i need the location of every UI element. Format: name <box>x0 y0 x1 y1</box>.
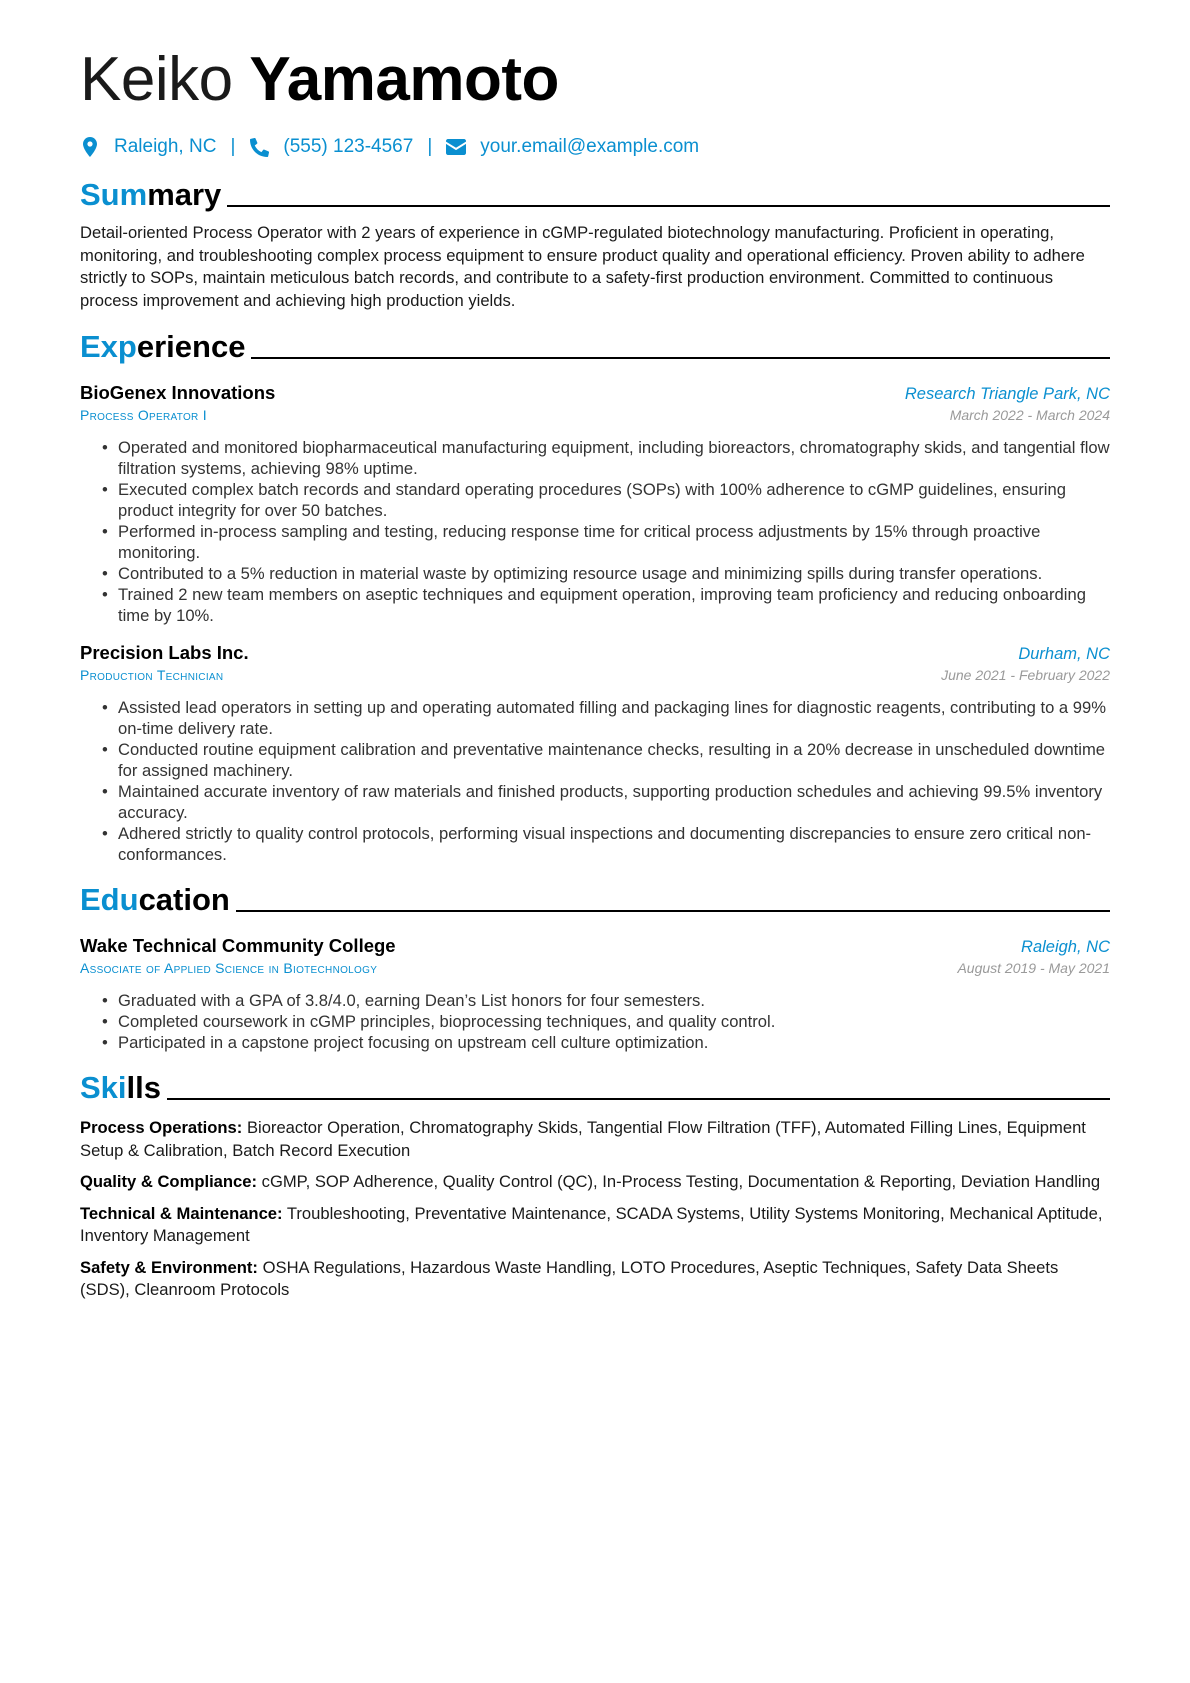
contact-location <box>80 136 216 158</box>
list-item: • Performed in-process sampling and testing, reducing response time for critical process adjustments by 15% through proactive monitoring. <box>102 521 1110 563</box>
list-item: • Participated in a capstone project focusing on upstream cell culture optimization. <box>102 1032 1110 1053</box>
list-item: • Assisted lead operators in setting up and operating automated filling and packaging lines for diagnostic reagents, contributing to a 99% on-time delivery rate. <box>102 697 1110 739</box>
email-link[interactable]: your.email@example.com <box>480 136 700 157</box>
contact-email[interactable] <box>446 136 699 158</box>
job-location: Durham, NC <box>1018 645 1110 663</box>
job-role: Production Technician <box>80 667 224 683</box>
job-role: Process Operator I <box>80 407 207 423</box>
education-entry <box>80 935 1110 1053</box>
education-bullets <box>102 990 1110 1053</box>
candidate-name <box>80 42 1110 118</box>
skill-text: Bioreactor Operation, Chromatography Skids, Tangential Flow Filtration (TFF), Automated Filling Lines, Equipment Setup & Calibration, Batch Record Execution <box>80 1118 1086 1160</box>
phone-text[interactable]: (555) 123-4567 <box>283 136 414 157</box>
experience-heading <box>80 328 1110 366</box>
skill-row <box>80 1203 1110 1248</box>
section-rule <box>227 205 1110 207</box>
section-title: Summary <box>80 177 222 212</box>
job-entry <box>80 642 1110 865</box>
envelope-icon <box>446 137 466 157</box>
skill-text: cGMP, SOP Adherence, Quality Control (QC), In-Process Testing, Documentation & Reporting, Deviation Handling <box>261 1172 1101 1191</box>
list-item: • Conducted routine equipment calibration and preventative maintenance checks, resulting in a 20% decrease in unscheduled downtime for assigned machinery. <box>102 739 1110 781</box>
job-bullets <box>102 697 1110 865</box>
phone-icon <box>249 137 269 157</box>
skill-row <box>80 1117 1110 1162</box>
list-item: • Completed coursework in cGMP principles, bioprocessing techniques, and quality control. <box>102 1011 1110 1032</box>
section-title: Education <box>80 882 230 917</box>
first-name: Keiko <box>80 45 233 114</box>
school-location: Raleigh, NC <box>1021 938 1110 956</box>
contact-phone[interactable] <box>249 136 413 158</box>
list-item: • Contributed to a 5% reduction in material waste by optimizing resource usage and minimizing spills during transfer operations. <box>102 563 1110 584</box>
education-heading <box>80 881 1110 919</box>
degree-name: Associate of Applied Science in Biotechnology <box>80 960 378 976</box>
skill-label: Technical & Maintenance: <box>80 1203 283 1223</box>
job-dates: March 2022 - March 2024 <box>949 407 1110 423</box>
contact-separator: | <box>230 136 236 157</box>
contact-bar <box>80 134 1110 160</box>
skill-row <box>80 1257 1110 1302</box>
summary-text: Detail-oriented Process Operator with 2 years of experience in cGMP-regulated biotechnology manufacturing. Proficient in operating, monitoring, and troubleshooting complex process equipment to ensure product quality and operational efficiency. Proven ability to adhere strictly to SOPs, maintain meticulous batch records, and contribute to a safety-first production environment. Committed to continuous process improvement and achieving high production yields. <box>80 223 1085 310</box>
map-marker-icon <box>80 137 100 157</box>
job-org: Precision Labs Inc. <box>80 642 249 663</box>
school-name: Wake Technical Community College <box>80 935 396 956</box>
skill-text: Troubleshooting, Preventative Maintenance, SCADA Systems, Utility Systems Monitoring, Mechanical Aptitude, Inventory Management <box>80 1203 1103 1245</box>
section-rule <box>251 357 1110 359</box>
job-org: BioGenex Innovations <box>80 382 276 403</box>
location-text: Raleigh, NC <box>114 136 217 157</box>
section-title: Experience <box>80 329 246 364</box>
list-item: • Operated and monitored biopharmaceutical manufacturing equipment, including bioreactors, chromatography skids, and tangential flow filtration systems, achieving 98% uptime. <box>102 437 1110 479</box>
list-item: • Trained 2 new team members on aseptic techniques and equipment operation, improving team proficiency and reducing onboarding time by 10%. <box>102 584 1110 626</box>
skill-label: Quality & Compliance: <box>80 1172 258 1191</box>
list-item: • Adhered strictly to quality control protocols, performing visual inspections and documenting discrepancies to ensure zero critical non-conformances. <box>102 823 1110 865</box>
section-rule <box>167 1098 1110 1100</box>
list-item: • Executed complex batch records and standard operating procedures (SOPs) with 100% adherence to cGMP guidelines, ensuring product integrity for over 50 batches. <box>102 479 1110 521</box>
skills-list <box>80 1117 1110 1302</box>
summary-heading <box>80 176 1110 214</box>
job-dates: June 2021 - February 2022 <box>941 667 1110 683</box>
contact-separator: | <box>427 136 433 157</box>
last-name: Yamamoto <box>249 45 559 114</box>
list-item: • Maintained accurate inventory of raw materials and finished products, supporting production schedules and achieving 99.5% inventory accuracy. <box>102 781 1110 823</box>
education-dates: August 2019 - May 2021 <box>957 960 1110 976</box>
job-bullets <box>102 437 1110 626</box>
skill-label: Process Operations: <box>80 1118 243 1137</box>
skill-text: OSHA Regulations, Hazardous Waste Handling, LOTO Procedures, Aseptic Techniques, Safety Data Sheets (SDS), Cleanroom Protocols <box>80 1257 1059 1299</box>
skill-row <box>80 1171 1110 1194</box>
skill-label: Safety & Environment: <box>80 1257 258 1277</box>
list-item: • Graduated with a GPA of 3.8/4.0, earning Dean’s List honors for four semesters. <box>102 990 1110 1011</box>
job-location: Research Triangle Park, NC <box>904 385 1110 403</box>
section-title: Skills <box>80 1070 161 1105</box>
job-entry <box>80 382 1110 626</box>
skills-heading <box>80 1069 1110 1107</box>
section-rule <box>236 910 1110 912</box>
